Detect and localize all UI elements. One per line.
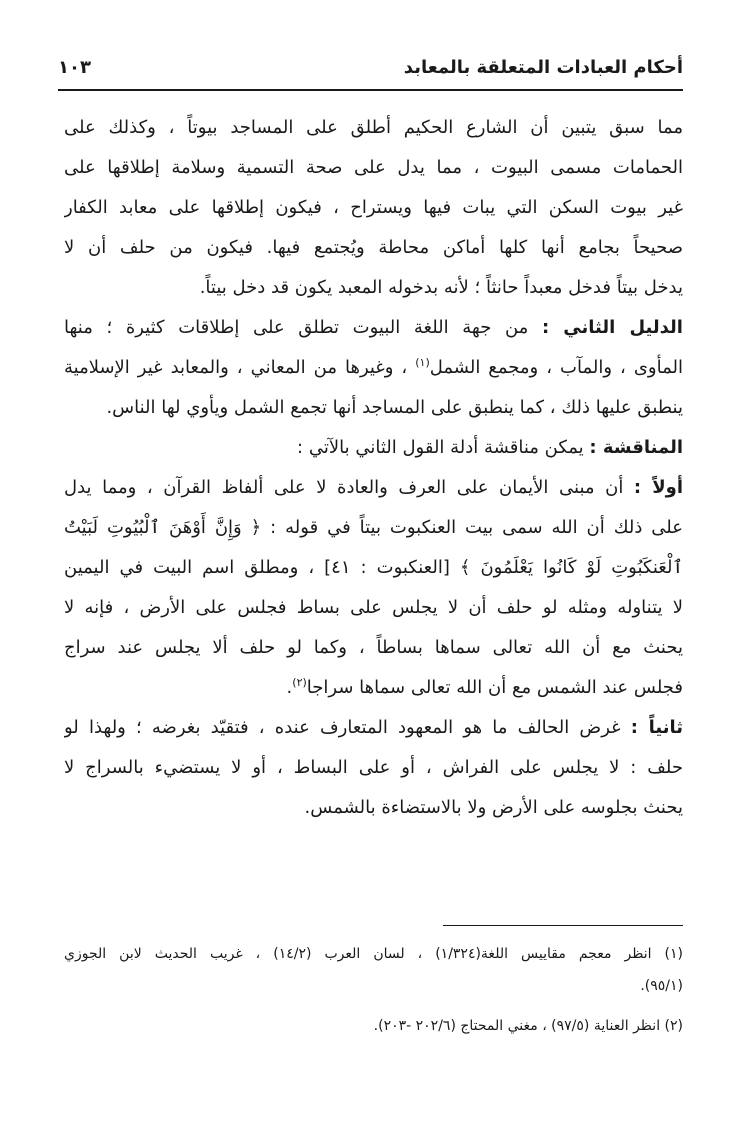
text-line: [64, 668, 683, 708]
running-title: أحكام العبادات المتعلقة بالمعابد: [403, 56, 683, 78]
text-run: المأوى ، والمآب ، ومجمع الشمل: [429, 357, 683, 378]
paragraph-second-point: [64, 708, 683, 748]
text-run: أن مبنى الأيمان على العرف والعادة لا على ألفاظ القرآن ، ومما يدل: [64, 477, 634, 498]
header-divider: [58, 89, 683, 91]
text-line: على ذلك أن الله سمى بيت العنكبوت بيتاً في قوله : ﴿ وَإِنَّ أَوْهَنَ ٱلْبُيُوتِ لَبَيْتُ: [64, 517, 683, 538]
second-point-heading: ثانياً :: [630, 717, 683, 738]
first-point-heading: أولاً :: [633, 477, 683, 498]
text-line: ينطبق عليها ذلك ، كما ينطبق على المساجد أنها تجمع الشمل ويأوي لها الناس.: [106, 397, 683, 418]
discussion-heading: المناقشة :: [589, 437, 683, 458]
paragraph-first-point: [64, 468, 683, 508]
main-text: [64, 108, 683, 828]
running-header: [58, 50, 683, 84]
text-run: يمكن مناقشة أدلة القول الثاني بالآتي :: [297, 437, 590, 458]
page-number: ١٠٣: [58, 56, 91, 78]
text-line: يحنث مع أن الله تعالى سماها بساطاً ، وكما لو حلف ألا يجلس عند سراج: [64, 637, 683, 658]
footnote-2: (٢) انظر العناية (٩٧/٥) ، مغني المحتاج (٢٠٢/٦ -٢٠٣).: [373, 1018, 683, 1034]
text-line: لا يتناوله ومثله لو حلف أن لا يجلس على بساط فجلس على الأرض ، فإنه لا: [64, 597, 683, 618]
paragraph-second-evidence: [64, 308, 683, 348]
text-line: يدخل بيتاً فدخل معبداً حانثاً ؛ لأنه بدخوله المعبد يكون قد دخل بيتاً.: [199, 277, 683, 298]
footnote-divider: [443, 925, 683, 926]
text-line: صحيحاً بجامع أنها كلها أماكن محاطة ويُجتمع فيها. فيكون من حلف أن لا: [64, 237, 683, 258]
text-line: مما سبق يتبين أن الشارع الحكيم أطلق على المساجد بيوتاً ، وكذلك على: [64, 117, 683, 138]
text-line: ٱلْعَنكَبُوتِ لَوْ كَانُوا يَعْلَمُونَ ﴾ [العنكبوت : ٤١] ، ومطلق اسم البيت في اليمين: [64, 557, 683, 578]
footnote-1-continued: (٩٥/١).: [640, 978, 683, 994]
footnote-1: (١) انظر معجم مقاييس اللغة(١/٣٢٤) ، لسان العرب (١٤/٢) ، غريب الحديث لابن الجوزي: [64, 946, 683, 962]
footnotes: [64, 938, 683, 1042]
text-run: ، وغيرها من المعاني ، والمعابد غير الإسلامية: [64, 357, 416, 378]
text-line: الحمامات مسمى البيوت ، مما يدل على صحة التسمية وسلامة إطلاقها على: [64, 157, 683, 178]
text-line: حلف : لا يجلس على الفراش ، أو على البساط ، أو لا يستضيء بالسراج لا: [64, 757, 683, 778]
text-run: غرض الحالف ما هو المعهود المتعارف عنده ، فتقيّد بغرضه ؛ ولهذا لو: [64, 717, 631, 738]
footnote-ref-2: (٢): [292, 676, 307, 689]
text-line: يحنث بجلوسه على الأرض ولا بالاستضاءة بالشمس.: [304, 797, 683, 818]
text-run: فجلس عند الشمس مع أن الله تعالى سماها سراجا: [306, 677, 683, 698]
footnote-spacer: [64, 1002, 683, 1010]
text-line: غير بيوت السكن التي يبات فيها ويستراح ، فيكون إطلاقها على معابد الكفار: [64, 197, 683, 218]
paragraph-discussion: [64, 428, 683, 468]
footnote-ref-1: (١): [415, 356, 430, 369]
text-line: [64, 348, 683, 388]
text-run: من جهة اللغة البيوت تطلق على إطلاقات كثيرة ؛ منها: [64, 317, 542, 338]
second-evidence-heading: الدليل الثاني :: [541, 317, 683, 338]
text-run: .: [286, 677, 293, 698]
